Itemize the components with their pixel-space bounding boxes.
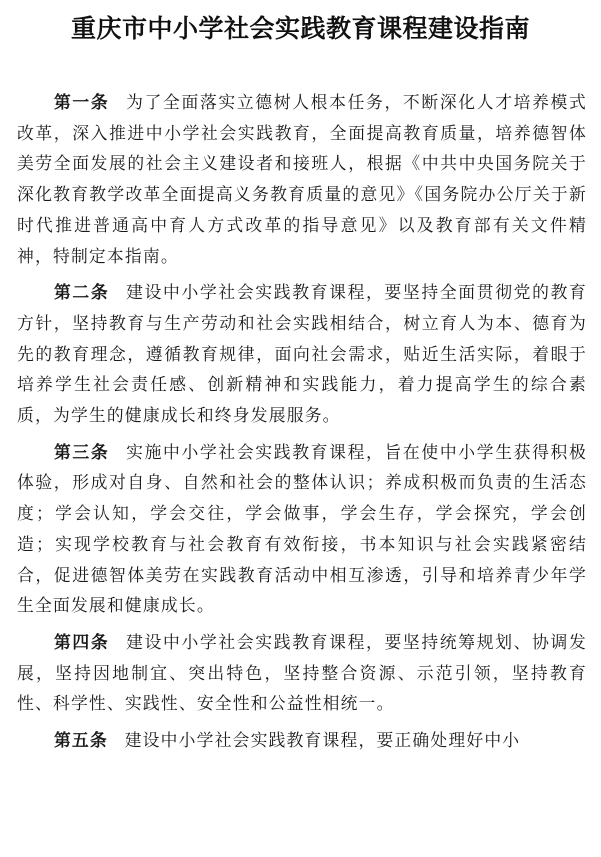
- article-text: 建设中小学社会实践教育课程，要坚持统筹规划、协调发展，坚持因地制宜、突出特色，坚持整合资源、示范引领，坚持教育性、科学性、实践性、安全性和公益性相统一。: [17, 631, 587, 714]
- article-label: 第二条: [53, 282, 110, 303]
- article-text: 建设中小学社会实践教育课程，要正确处理好中小: [124, 730, 521, 751]
- article-text: 建设中小学社会实践教育课程，要坚持全面贯彻党的教育方针，坚持教育与生产劳动和社会实践相结合，树立育人为本、德育为先的教育理念，遵循教育规律，面向社会需求，贴近生活实际，着眼于培养学生社会责任感、创新精神和实践能力，着力提高学生的综合素质，为学生的健康成长和终身发展服务。: [17, 282, 587, 426]
- article-label: 第四条: [53, 631, 110, 652]
- article-label: 第五条: [53, 730, 108, 751]
- article-4: [17, 627, 587, 719]
- document-body: [17, 87, 587, 762]
- article-3: [17, 437, 587, 621]
- article-2: [17, 277, 587, 431]
- article-label: 第一条: [53, 92, 110, 112]
- article-text: 为了全面落实立德树人根本任务，不断深化人才培养模式改革，深入推进中小学社会实践教育，全面提高教育质量，培养德智体美劳全面发展的社会主义建设者和接班人，根据《中共中央国务院关于深化教育教学改革全面提高义务教育质量的意见》《国务院办公厅关于新时代推进普通高中育人方式改革的指导意见》以及教育部有关文件精神，特制定本指南。: [17, 92, 587, 266]
- document-title: 重庆市中小学社会实践教育课程建设指南: [70, 14, 530, 43]
- article-1: [17, 87, 587, 271]
- article-label: 第三条: [53, 441, 110, 462]
- article-5: [17, 725, 587, 756]
- article-text: 实施中小学社会实践教育课程，旨在使中小学生获得积极体验，形成对自身、自然和社会的整体认识；养成积极而负责的生活态度；学会认知，学会交往，学会做事，学会生存，学会探究，学会创造；实现学校教育与社会教育有效衔接，书本知识与社会实践紧密结合，促进德智体美劳在实践教育活动中相互渗透，引导和培养青少年学生全面发展和健康成长。: [17, 441, 587, 616]
